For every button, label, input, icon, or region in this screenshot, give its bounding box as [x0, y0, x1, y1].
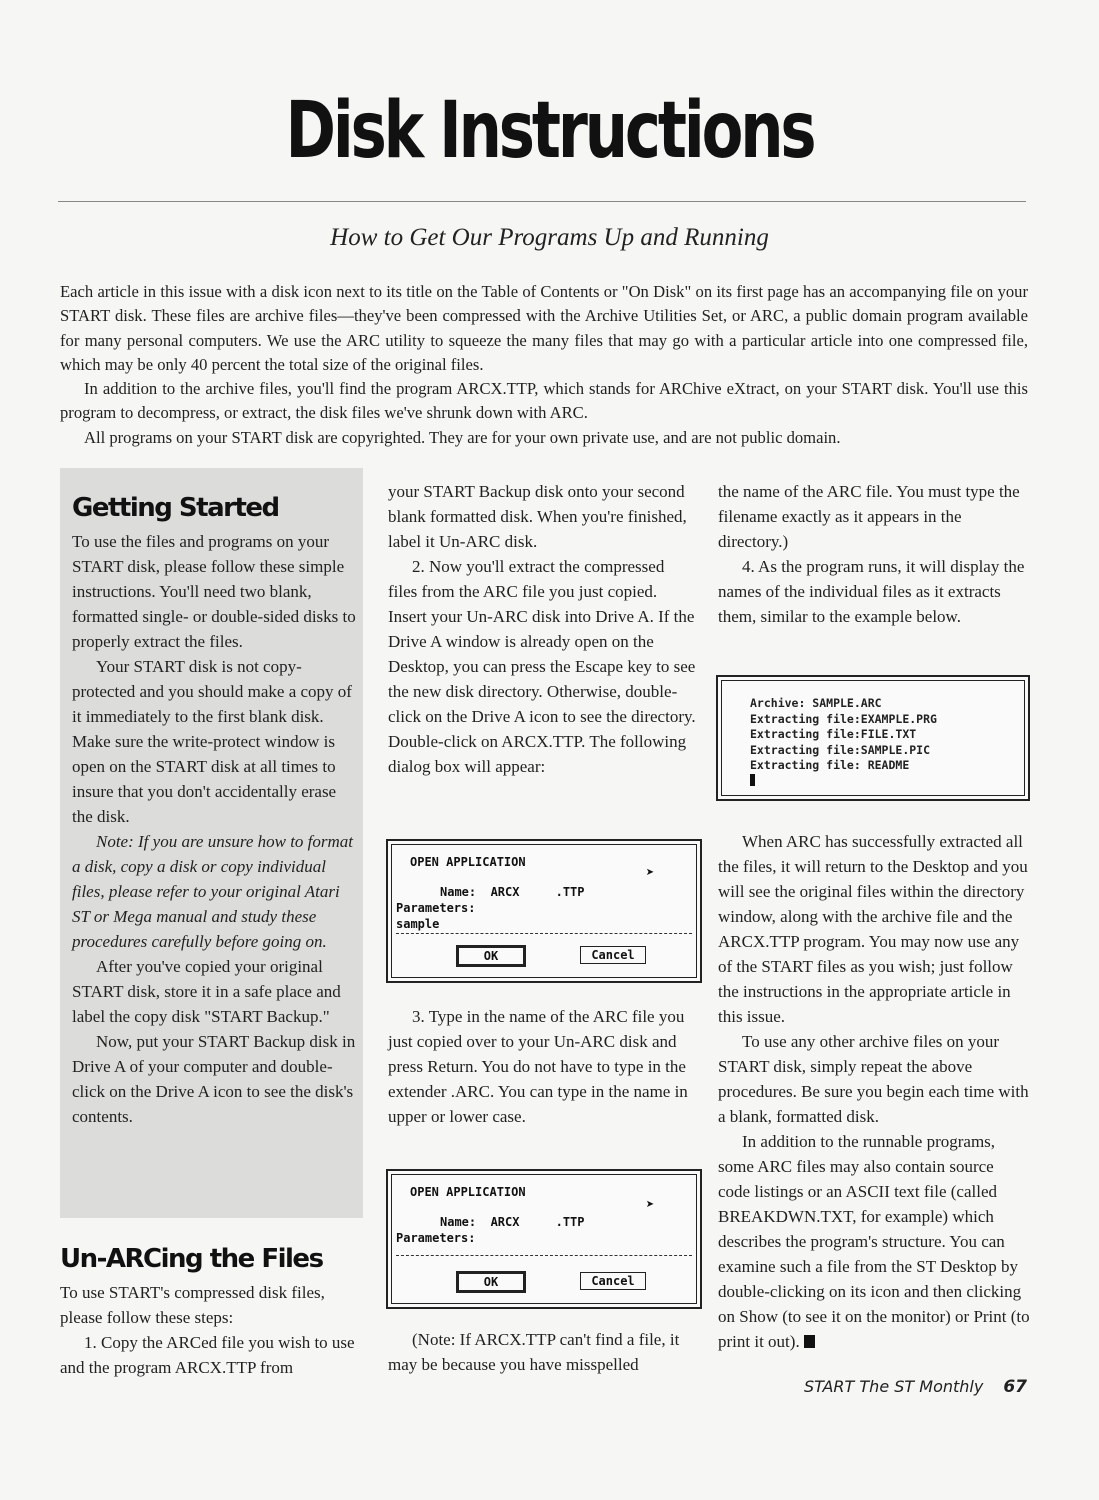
unarcing-section [60, 1242, 360, 1380]
dialog-input-underline [396, 933, 692, 934]
dialog-name-label: Name: ARCX .TTP [440, 1215, 585, 1229]
mouse-pointer-icon: ➤ [646, 865, 655, 881]
body-paragraph [718, 1129, 1030, 1354]
end-mark-icon [804, 1335, 815, 1348]
terminal-line: Extracting file: README [750, 758, 910, 772]
body-paragraph: To use any other archive files on your START disk, simply repeat the above procedures. Be sure you begin each time with a blank, formatted disk. [718, 1032, 1029, 1126]
dialog-ok-button[interactable]: OK [456, 1271, 526, 1293]
step-paragraph: 3. Type in the name of the ARC file you just copied over to your Un-ARC disk and press Return. You do not have to type in the extender .ARC. You can type in the name in upper or lower case. [388, 1007, 688, 1126]
body-paragraph: To use START's compressed disk files, please follow these steps: [60, 1283, 325, 1327]
body-paragraph: (Note: If ARCX.TTP can't find a file, it may be because you have misspelled [388, 1330, 680, 1374]
dialog-cancel-button[interactable]: Cancel [580, 946, 646, 964]
getting-started-text [72, 491, 356, 1129]
column-two-middle [388, 1004, 696, 1129]
step-paragraph: 1. Copy the ARCed file you wish to use and the program ARCX.TTP from [60, 1333, 355, 1377]
unarcing-heading: Un-ARCing the Files [60, 1244, 323, 1274]
note-paragraph: Note: If you are unsure how to format a disk, copy a disk or copy individual files, please refer to your original Atari ST or Mega manual and study these procedures carefully before going on. [72, 832, 354, 951]
magazine-name: START The ST Monthly [804, 1377, 984, 1396]
open-application-dialog [386, 839, 702, 983]
intro-paragraph: In addition to the archive files, you'll find the program ARCX.TTP, which stands for ARChive eXtract, on your START disk. You'll use this program to decompress, or extract, the disk files we've shrunk down with ARC. [60, 379, 1028, 423]
body-paragraph: your START Backup disk onto your second blank formatted disk. When you're finished, label it Un-ARC disk. [388, 482, 687, 551]
dialog-ok-button[interactable]: OK [456, 945, 526, 967]
body-paragraph-text: In addition to the runnable programs, some ARC files may also contain source code listings or an ASCII text file (called BREAKDWN.TXT, for example) which describes the program's structure. You can examine such a file from the ST Desktop by double-clicking on its icon and then clicking on Show (to see it on the monitor) or Print (to print it out). [718, 1132, 1030, 1351]
intro-paragraph: All programs on your START disk are copyrighted. They are for your own private use, and are not public domain. [84, 427, 841, 447]
dialog-cancel-button[interactable]: Cancel [580, 1272, 646, 1290]
terminal-line: Extracting file:FILE.TXT [750, 727, 917, 741]
column-three-bottom [718, 829, 1030, 1354]
page-title: Disk Instructions [285, 86, 814, 176]
body-paragraph: the name of the ARC file. You must type the filename exactly as it appears in the directory.) [718, 482, 1020, 551]
dialog-title: OPEN APPLICATION [410, 1185, 526, 1199]
terminal-line: Extracting file:SAMPLE.PIC [750, 742, 931, 757]
terminal-line: Archive: SAMPLE.ARC [750, 696, 882, 710]
body-paragraph: After you've copied your original START disk, store it in a safe place and label the copy disk "START Backup." [72, 957, 341, 1026]
dialog-parameters-label: Parameters: [396, 901, 476, 915]
page-footer [804, 1377, 1027, 1397]
body-paragraph: Your START disk is not copy-protected and you should make a copy of it immediately to the first blank disk. Make sure the write-protect window is open on the START disk at all times to insure that you don't accidentally erase the disk. [72, 657, 352, 826]
body-paragraph: To use the files and programs on your START disk, please follow these simple instructions. You'll need two blank, formatted single- or double-sided disks to properly extract the files. [72, 532, 356, 651]
open-application-dialog [386, 1169, 702, 1309]
text-cursor [750, 774, 755, 786]
column-three-top [718, 479, 1030, 629]
page-subtitle: How to Get Our Programs Up and Running [330, 224, 769, 251]
intro-paragraph: Each article in this issue with a disk icon next to its title on the Table of Contents or "On Disk" on its first page has an accompanying file on your START disk. These files are archive files—they've been compressed with the Archive Utilities Set, or ARC, a public domain program available for many personal computers. We use the ARC utility to squeeze the many files that may go with a particular article into one compressed file, which may be only 40 percent the total size of the original files. [60, 282, 1028, 374]
dialog-parameters-input[interactable]: sample [396, 917, 440, 931]
dialog-input-underline [396, 1255, 692, 1256]
step-paragraph: 4. As the program runs, it will display the names of the individual files as it extracts them, similar to the example below. [718, 557, 1025, 626]
extract-output-window [716, 675, 1030, 801]
column-two-top [388, 479, 696, 779]
body-paragraph: Now, put your START Backup disk in Drive A of your computer and double-click on the Drive A icon to see the disk's contents. [72, 1032, 356, 1126]
body-paragraph: When ARC has successfully extracted all the files, it will return to the Desktop and you will see the original files within the directory window, along with the archive file and the ARCX.TTP program. You may now use any of the START files as you wish; just follow the instructions in the appropriate article in this issue. [718, 832, 1028, 1026]
getting-started-heading: Getting Started [72, 493, 279, 523]
step-paragraph: 2. Now you'll extract the compressed files from the ARC file you just copied. Insert your Un-ARC disk into Drive A. If the Drive A window is already open on the Desktop, you can press the Escape key to see the new disk directory. Otherwise, double-click on the Drive A icon to see the directory. Double-click on ARCX.TTP. The following dialog box will appear: [388, 557, 696, 776]
intro-text [60, 280, 1028, 450]
title-divider [58, 201, 1026, 202]
page-number: 67 [1003, 1377, 1027, 1397]
dialog-name-label: Name: ARCX .TTP [440, 885, 585, 899]
dialog-title: OPEN APPLICATION [410, 855, 526, 869]
dialog-parameters-label: Parameters: [396, 1231, 476, 1245]
terminal-line: Extracting file:EXAMPLE.PRG [750, 711, 937, 726]
mouse-pointer-icon: ➤ [646, 1197, 655, 1213]
column-two-bottom [388, 1327, 696, 1377]
